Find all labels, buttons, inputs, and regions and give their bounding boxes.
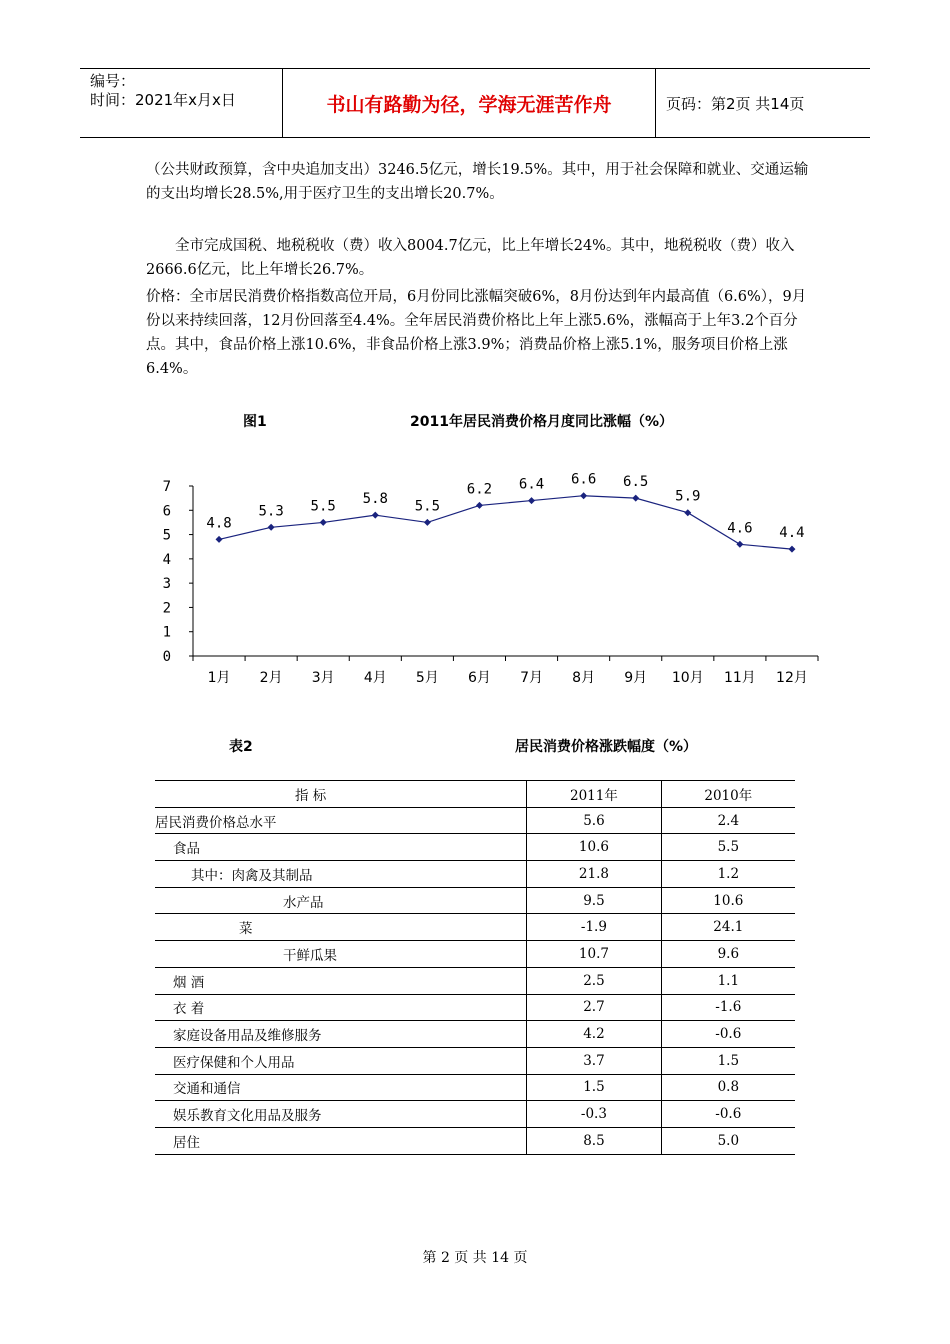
y-tick-label: 0: [162, 649, 171, 665]
value-2010: 5.5: [661, 834, 795, 861]
x-tick-label: 1月: [207, 670, 231, 686]
table-row: [155, 941, 795, 968]
row-label: 衣 着: [155, 994, 527, 1021]
data-point-marker: [580, 492, 587, 499]
chart-data-labels: [206, 472, 804, 541]
data-point-marker: [268, 524, 275, 531]
data-label: 5.3: [258, 503, 284, 520]
x-tick-label: 4月: [363, 670, 387, 686]
page-footer: 第 2 页 共 14 页: [422, 1250, 528, 1266]
table-row: [155, 834, 795, 861]
x-tick-label: 6月: [467, 670, 491, 686]
data-point-marker: [632, 495, 639, 502]
header-left: [80, 69, 283, 137]
table-title: 居民消费价格涨跌幅度（%）: [515, 739, 698, 755]
row-label: 居住: [155, 1127, 527, 1154]
table-row: [155, 967, 795, 994]
chart-axes: [193, 486, 818, 656]
header-2011: 2011年: [527, 781, 661, 808]
data-label: 5.5: [414, 498, 441, 515]
value-2011: 2.5: [527, 967, 661, 994]
data-label: 5.9: [675, 488, 701, 505]
data-point-marker: [788, 546, 795, 553]
table-row: [155, 1047, 795, 1074]
value-2011: 21.8: [527, 861, 661, 888]
table-header-row: [155, 781, 795, 808]
value-2010: 1.2: [661, 861, 795, 888]
chart-x-ticks: [193, 656, 818, 686]
data-label: 4.4: [779, 525, 805, 542]
x-tick-label: 5月: [415, 670, 439, 686]
data-point-marker: [528, 497, 535, 504]
x-tick-label: 2月: [259, 670, 283, 686]
table-row: [155, 1101, 795, 1128]
paragraph-tax: 全市完成国税、地税税收（费）收入8004.7亿元，比上年增长24%。其中，地税税收（费）收入2666.6亿元，比上年增长26.7%。: [146, 238, 795, 278]
row-label: 其中：肉禽及其制品: [155, 861, 527, 888]
figure-label: 图1: [243, 414, 267, 430]
y-tick-label: 7: [162, 479, 171, 495]
value-2011: 10.7: [527, 941, 661, 968]
y-tick-label: 2: [162, 600, 171, 617]
value-2010: -0.6: [661, 1021, 795, 1048]
y-tick-label: 6: [162, 503, 171, 520]
y-tick-label: 1: [162, 624, 171, 641]
table-row: [155, 861, 795, 888]
table-row: [155, 1074, 795, 1101]
value-2010: -0.6: [661, 1101, 795, 1128]
paragraph-price: 价格：全市居民消费价格指数高位开局，6月份同比涨幅突破6%，8月份达到年内最高值（6.6%），9月份以来持续回落，12月份回落至4.4%。全年居民消费价格比上年上涨5.6%，涨幅高于上年3.2个百分点。其中，食品价格上涨10.6%，非食品价格上涨3.9%；消费品价格上涨5.1%，服务项目价格上涨6.4%。: [146, 289, 807, 377]
x-tick-label: 9月: [624, 670, 648, 686]
value-2010: -1.6: [661, 994, 795, 1021]
data-point-marker: [684, 509, 691, 516]
value-2010: 0.8: [661, 1074, 795, 1101]
row-label: 娱乐教育文化用品及服务: [155, 1101, 527, 1128]
y-tick-label: 4: [162, 551, 171, 568]
value-2011: 5.6: [527, 807, 661, 834]
y-tick-label: 5: [162, 527, 171, 544]
data-label: 6.2: [466, 481, 493, 498]
data-point-marker: [320, 519, 327, 526]
value-2010: 2.4: [661, 807, 795, 834]
cpi-series-line: [219, 496, 792, 549]
data-point-marker: [736, 541, 743, 548]
value-2010: 5.0: [661, 1127, 795, 1154]
row-label: 干鲜瓜果: [155, 941, 527, 968]
row-label: 烟 酒: [155, 967, 527, 994]
data-label: 6.5: [623, 474, 649, 491]
value-2011: 2.7: [527, 994, 661, 1021]
table-label: 表2: [229, 739, 253, 755]
table-row: [155, 1021, 795, 1048]
value-2010: 9.6: [661, 941, 795, 968]
time-label: 时间：2021年x月x日: [90, 91, 236, 109]
x-tick-label: 11月: [723, 670, 756, 686]
data-label: 4.6: [727, 520, 753, 537]
table-row: [155, 994, 795, 1021]
row-label: 水产品: [155, 887, 527, 914]
value-2010: 24.1: [661, 914, 795, 941]
x-tick-label: 3月: [311, 670, 335, 686]
value-2011: -0.3: [527, 1101, 661, 1128]
data-point-marker: [476, 502, 483, 509]
value-2011: 1.5: [527, 1074, 661, 1101]
x-tick-label: 10月: [671, 670, 704, 686]
value-2010: 1.5: [661, 1047, 795, 1074]
x-tick-label: 8月: [572, 670, 596, 686]
x-tick-label: 12月: [776, 670, 808, 686]
paragraph-budget: （公共财政预算，含中央追加支出）3246.5亿元，增长19.5%。其中，用于社会保障和就业、交通运输的支出均增长28.5%,用于医疗卫生的支出增长20.7%。: [146, 162, 809, 202]
value-2011: 3.7: [527, 1047, 661, 1074]
x-tick-label: 7月: [520, 670, 544, 686]
data-point-marker: [372, 512, 379, 519]
value-2010: 1.1: [661, 967, 795, 994]
row-label: 医疗保健和个人用品: [155, 1047, 527, 1074]
value-2011: 9.5: [527, 887, 661, 914]
row-label: 食品: [155, 834, 527, 861]
table-row: [155, 914, 795, 941]
header-page-info: 页码：第2页 共14页: [666, 94, 805, 113]
row-label: 交通和通信: [155, 1074, 527, 1101]
data-label: 5.8: [362, 491, 388, 508]
data-label: 5.5: [310, 498, 336, 515]
data-label: 6.4: [518, 476, 545, 493]
header-motto: 书山有路勤为径，学海无涯苦作舟: [283, 69, 656, 137]
value-2010: 10.6: [661, 887, 795, 914]
table-row: [155, 1127, 795, 1154]
table-row: [155, 807, 795, 834]
row-label: 菜: [155, 914, 527, 941]
page-header: [80, 68, 870, 138]
header-2010: 2010年: [661, 781, 795, 808]
data-point-marker: [216, 536, 223, 543]
value-2011: -1.9: [527, 914, 661, 941]
y-tick-label: 3: [162, 576, 171, 593]
table-row: [155, 887, 795, 914]
row-label: 居民消费价格总水平: [155, 807, 527, 834]
value-2011: 8.5: [527, 1127, 661, 1154]
value-2011: 4.2: [527, 1021, 661, 1048]
price-change-table: [155, 780, 795, 1155]
figure-title: 2011年居民消费价格月度同比涨幅（%）: [410, 414, 673, 430]
number-label: 编号：: [90, 72, 136, 90]
chart-series: [216, 492, 796, 552]
data-label: 4.8: [206, 515, 232, 532]
header-indicator: 指 标: [155, 781, 527, 808]
value-2011: 10.6: [527, 834, 661, 861]
chart-y-ticks: [163, 479, 193, 665]
cpi-line-chart: [150, 470, 840, 700]
row-label: 家庭设备用品及维修服务: [155, 1021, 527, 1048]
data-point-marker: [424, 519, 431, 526]
data-label: 6.6: [570, 471, 597, 488]
